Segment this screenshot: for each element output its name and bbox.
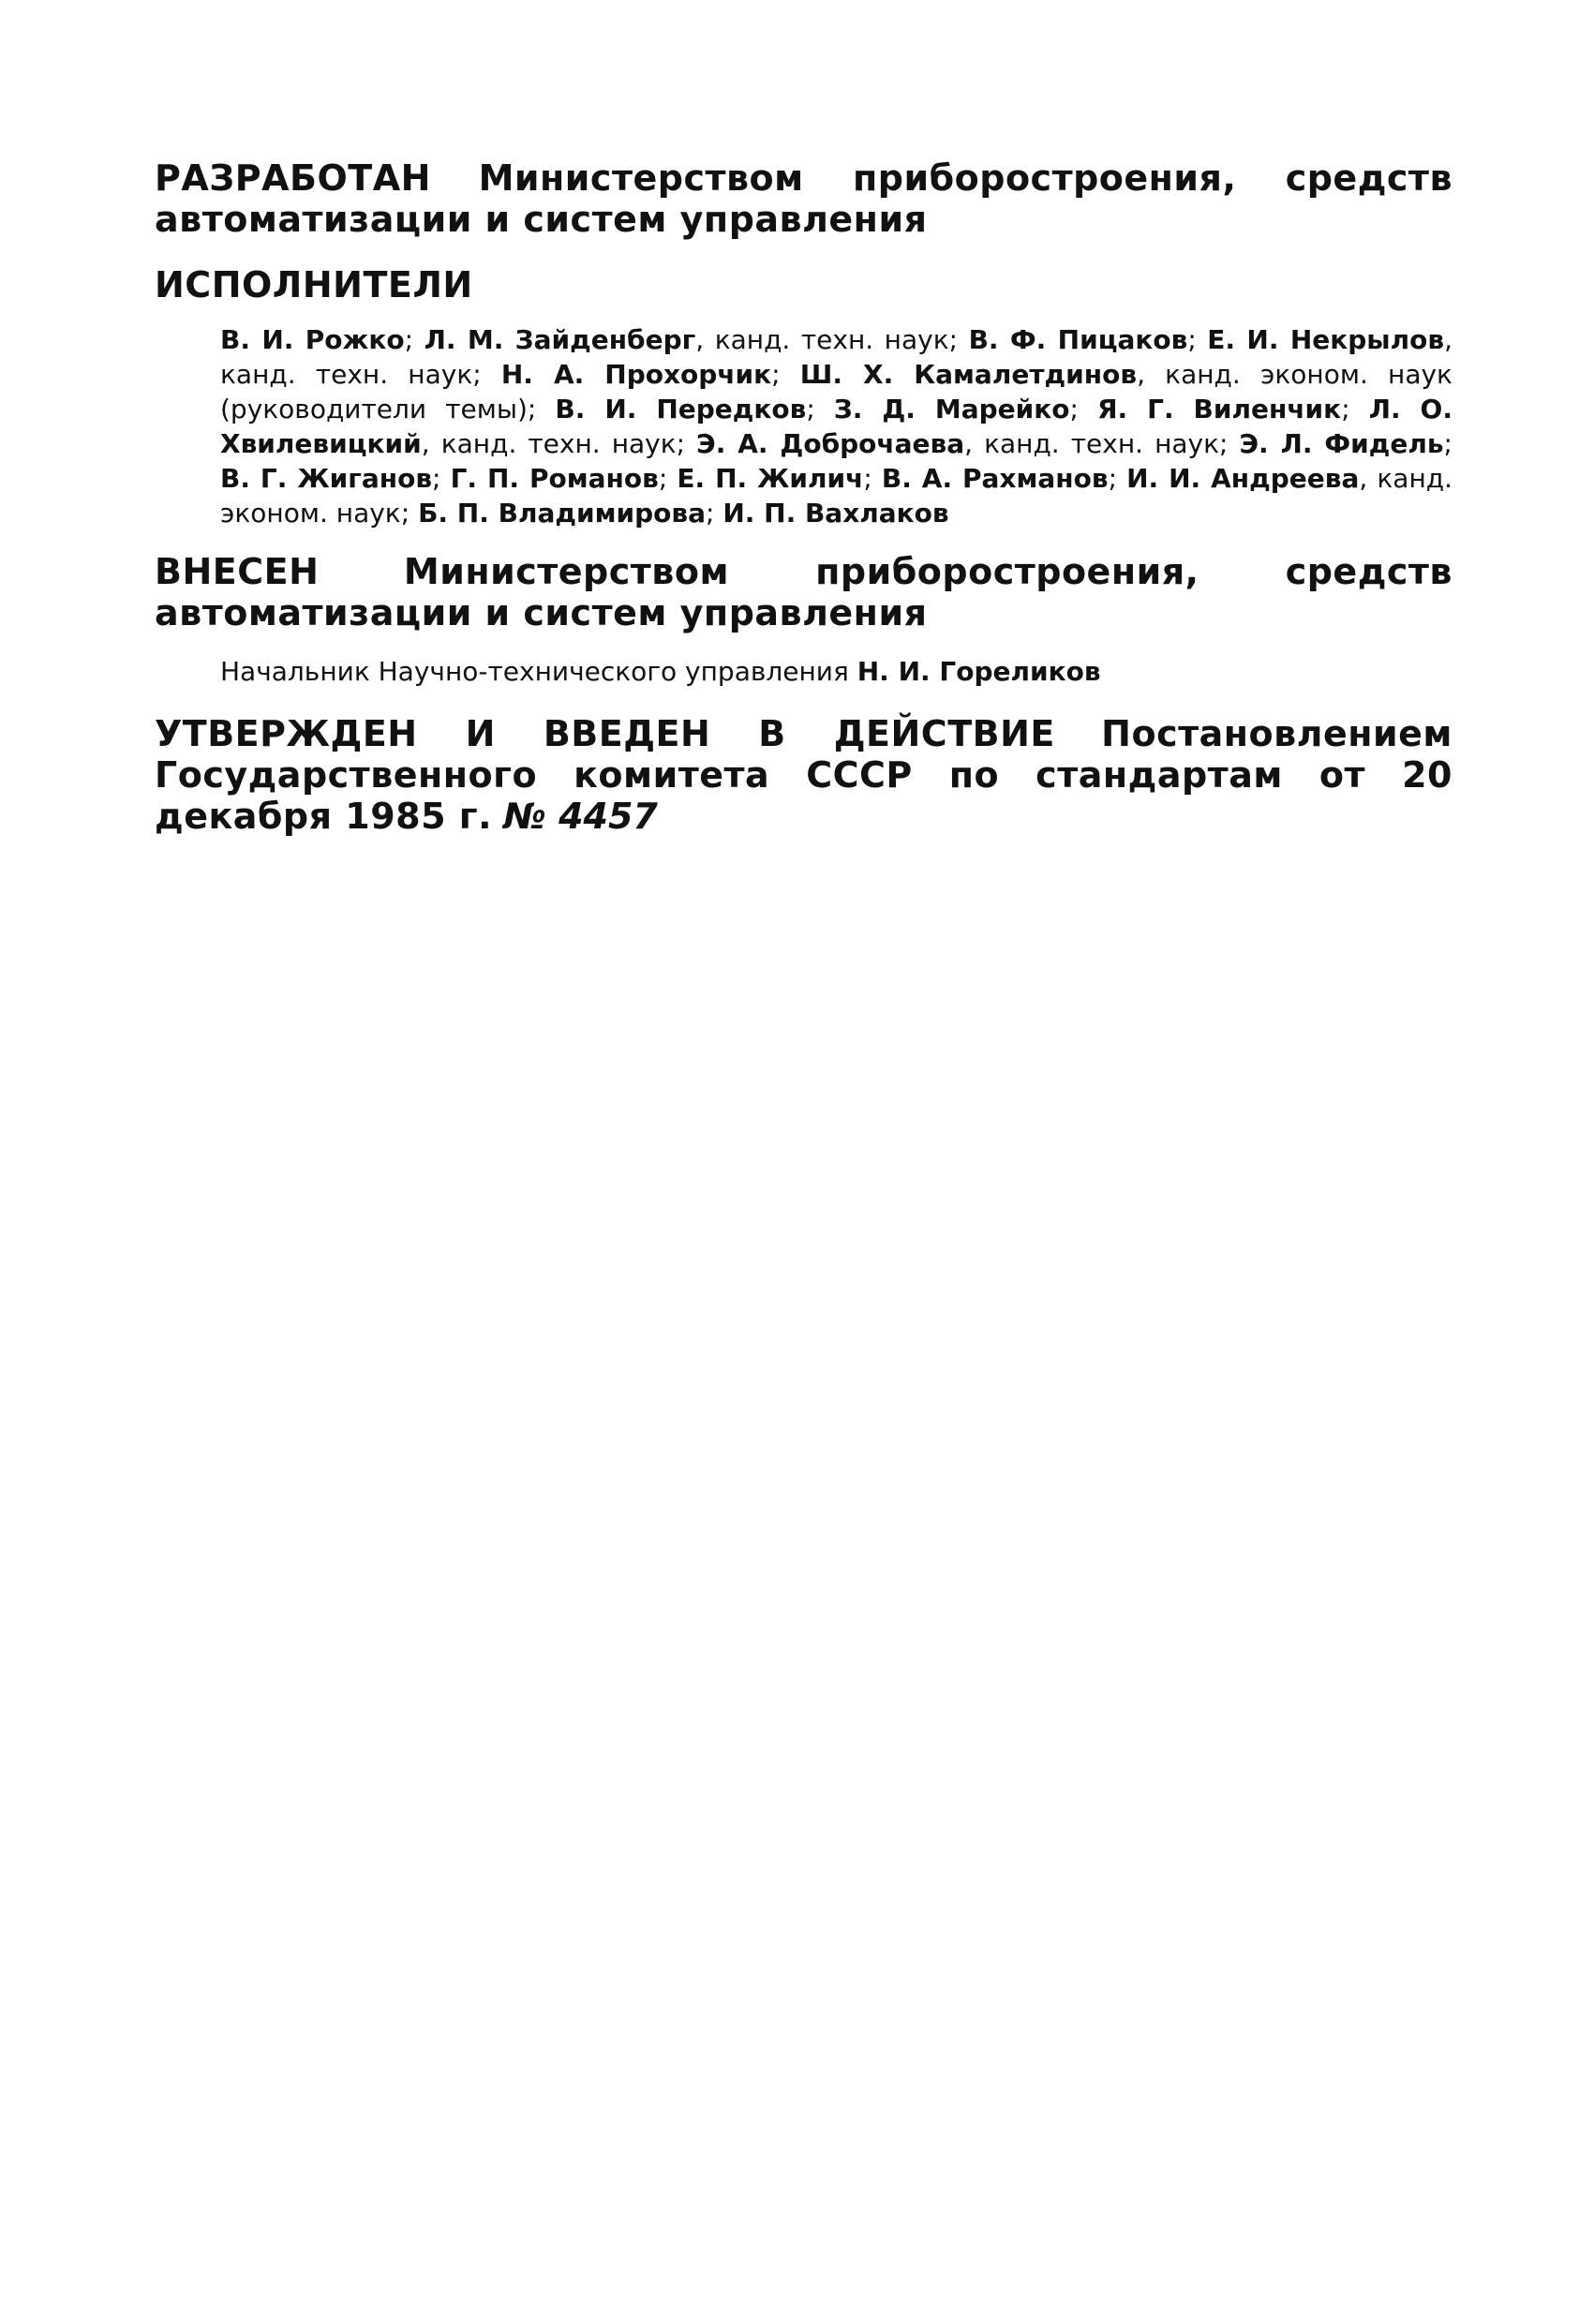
developed-text: Министерством приборостроения, средств автоматизации и систем управления <box>155 157 1452 240</box>
executor-name: В. Ф. Пицаков <box>968 324 1188 355</box>
introduced-lead: ВНЕСЕН <box>155 551 320 592</box>
executor-degree: канд. техн. наук <box>714 324 949 355</box>
executor-name: В. И. Передков <box>555 394 807 425</box>
approved-block <box>155 713 1452 837</box>
introduced-block <box>155 551 1452 633</box>
approved-text: Постановлением Государственного комитета СССР по стандартам от 20 декабря 1985 г. <box>155 713 1452 837</box>
chief-title: Начальник Научно-технического управления <box>220 656 849 687</box>
executor-degree: канд. техн. наук <box>220 359 473 390</box>
executor-name: Г. П. Романов <box>450 463 659 494</box>
approved-lead: УТВЕРЖДЕН И ВВЕДЕН В ДЕЙСТВИЕ <box>155 713 1055 754</box>
executor-degree: канд. эконом. наук <box>220 463 1453 529</box>
executor-name: В. Г. Жиганов <box>220 463 433 494</box>
approved-number: № 4457 <box>503 796 658 837</box>
introduced-text: Министерством приборостроения, средств автоматизации и систем управления <box>155 551 1452 633</box>
executors-heading: ИСПОЛНИТЕЛИ <box>155 264 473 305</box>
executor-name: И. П. Вахлаков <box>723 498 949 529</box>
executor-name: Е. И. Некрылов <box>1207 324 1445 355</box>
executor-name: Я. Г. Виленчик <box>1097 394 1342 425</box>
executor-name: Л. М. Зайденберг <box>424 324 696 355</box>
executor-degree: канд. техн. наук <box>440 428 677 459</box>
executor-name: Б. П. Владимирова <box>418 498 706 529</box>
executor-name: Ш. Х. Камалетдинов <box>799 359 1138 390</box>
executor-degree: канд. эконом. наук (руководители темы) <box>220 359 1452 425</box>
executor-name: Э. Л. Фидель <box>1239 428 1444 459</box>
chief-line <box>220 654 1452 689</box>
developed-lead: РАЗРАБОТАН <box>155 157 431 199</box>
executor-name: И. И. Андреева <box>1126 463 1360 494</box>
developed-block <box>155 157 1452 240</box>
executors-list: В. И. Рожко; Л. М. Зайденберг, канд. техн. наук; В. Ф. Пицаков; Е. И. Некрылов, канд. техн. наук; Н. А. Прохорчик; Ш. Х. Камалетдинов, канд. эконом. наук (руководители темы); В. И. Передков; З. Д. Марейко; Я. Г. Виленчик; Л. О. Хвилевицкий, канд. техн. наук; Э. А. Доброчаева, канд. техн. наук; Э. Л. Фидель; В. Г. Жиганов; Г. П. Романов; Е. П. Жилич; В. А. Рахманов; И. И. Андреева, канд. эконом. наук; Б. П. Владимирова; И. П. Вахлаков <box>220 324 1453 529</box>
executor-name: В. И. Рожко <box>220 324 405 355</box>
executor-name: Н. А. Прохорчик <box>500 359 772 390</box>
executor-name: Е. П. Жилич <box>677 463 864 494</box>
chief-name: Н. И. Гореликов <box>857 656 1101 687</box>
executor-name: В. А. Рахманов <box>881 463 1109 494</box>
document-page <box>155 157 1452 837</box>
executor-name: Э. А. Доброчаева <box>696 428 965 459</box>
executor-degree: канд. техн. наук <box>984 428 1220 459</box>
executor-name: Л. О. Хвилевицкий <box>220 394 1452 459</box>
executor-name: З. Д. Марейко <box>833 394 1070 425</box>
